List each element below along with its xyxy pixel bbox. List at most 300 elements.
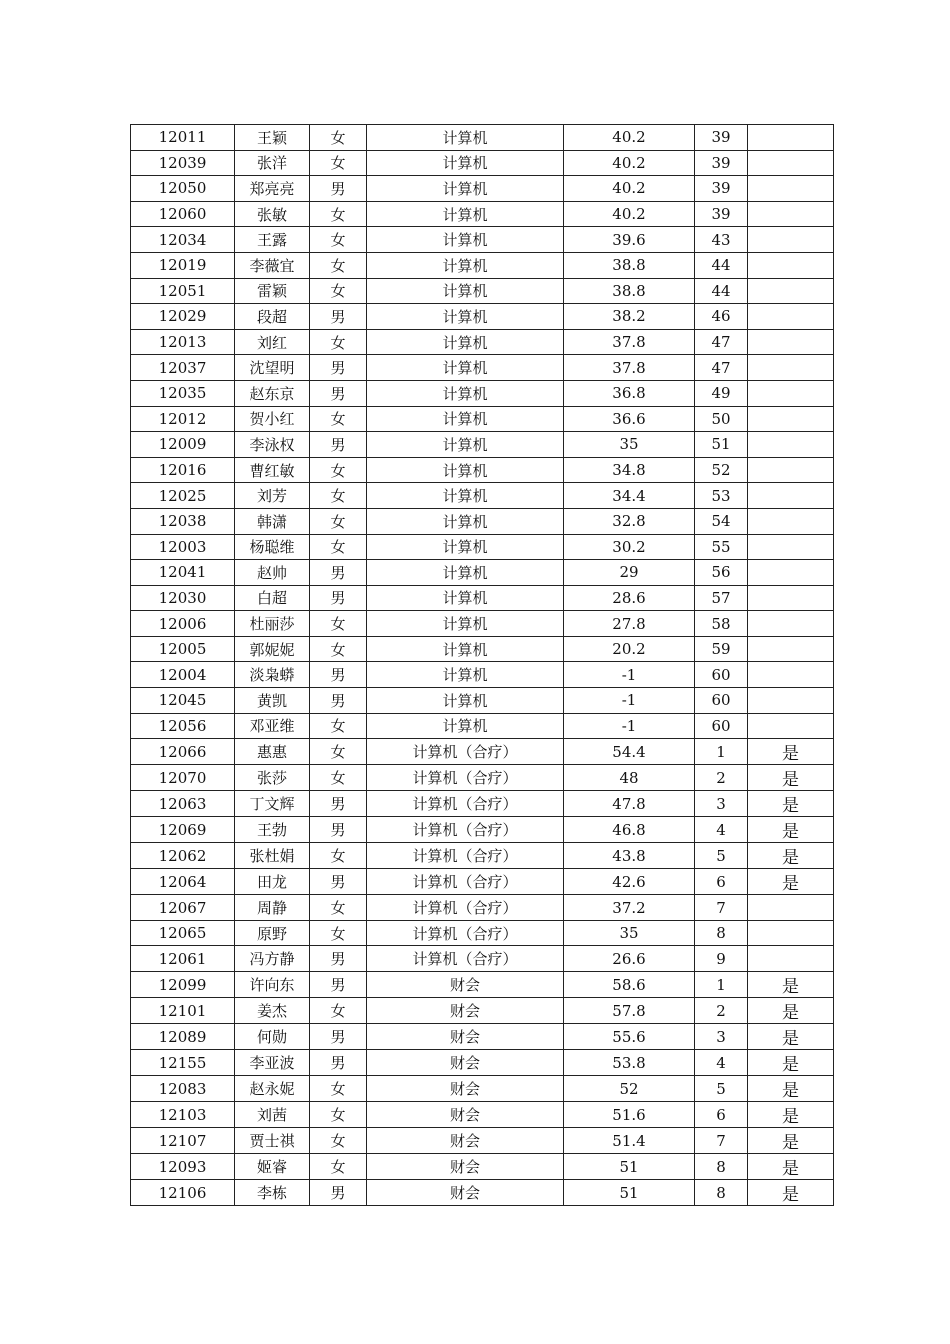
student-id-cell: 12103 (131, 1102, 235, 1128)
table-row (131, 227, 834, 253)
score-cell: 36.6 (564, 406, 695, 432)
table-row (131, 150, 834, 176)
major-cell: 计算机（合疗） (367, 817, 564, 843)
student-id-cell: 12029 (131, 304, 235, 330)
student-id-cell: 12034 (131, 227, 235, 253)
major-cell: 计算机（合疗） (367, 895, 564, 921)
score-cell: 51 (564, 1180, 695, 1206)
gender-cell: 男 (310, 946, 367, 972)
major-cell: 计算机 (367, 662, 564, 688)
major-cell: 计算机 (367, 713, 564, 739)
table-row (131, 201, 834, 227)
name-cell: 张莎 (235, 765, 310, 791)
major-cell: 计算机 (367, 176, 564, 202)
name-cell: 周静 (235, 895, 310, 921)
major-cell: 计算机（合疗） (367, 791, 564, 817)
table-row (131, 1076, 834, 1102)
rank-cell: 44 (695, 252, 748, 278)
rank-cell: 2 (695, 765, 748, 791)
gender-cell: 男 (310, 432, 367, 458)
name-cell: 杨聪维 (235, 534, 310, 560)
qualified-cell: 是 (748, 972, 834, 998)
table-row (131, 1154, 834, 1180)
score-cell: 54.4 (564, 739, 695, 765)
table-row (131, 1102, 834, 1128)
name-cell: 王露 (235, 227, 310, 253)
gender-cell: 男 (310, 972, 367, 998)
name-cell: 李薇宜 (235, 252, 310, 278)
rank-cell: 46 (695, 304, 748, 330)
rank-cell: 8 (695, 920, 748, 946)
name-cell: 李泳权 (235, 432, 310, 458)
name-cell: 贺小红 (235, 406, 310, 432)
major-cell: 计算机 (367, 227, 564, 253)
gender-cell: 男 (310, 304, 367, 330)
rank-cell: 4 (695, 1050, 748, 1076)
score-cell: 32.8 (564, 508, 695, 534)
gender-cell: 女 (310, 201, 367, 227)
qualified-cell: 是 (748, 1128, 834, 1154)
qualified-cell: 是 (748, 1024, 834, 1050)
gender-cell: 女 (310, 329, 367, 355)
qualified-cell (748, 252, 834, 278)
qualified-cell (748, 611, 834, 637)
qualified-cell: 是 (748, 765, 834, 791)
table-row (131, 585, 834, 611)
student-id-cell: 12011 (131, 125, 235, 151)
qualified-cell: 是 (748, 1050, 834, 1076)
major-cell: 财会 (367, 1180, 564, 1206)
major-cell: 计算机 (367, 560, 564, 586)
gender-cell: 男 (310, 817, 367, 843)
major-cell: 计算机 (367, 508, 564, 534)
name-cell: 冯方静 (235, 946, 310, 972)
gender-cell: 女 (310, 150, 367, 176)
major-cell: 计算机 (367, 406, 564, 432)
qualified-cell: 是 (748, 998, 834, 1024)
gender-cell: 女 (310, 534, 367, 560)
rank-cell: 4 (695, 817, 748, 843)
qualified-cell (748, 636, 834, 662)
score-cell: 38.2 (564, 304, 695, 330)
student-id-cell: 12019 (131, 252, 235, 278)
qualified-cell (748, 278, 834, 304)
gender-cell: 女 (310, 278, 367, 304)
name-cell: 王勃 (235, 817, 310, 843)
table-row (131, 713, 834, 739)
student-id-cell: 12099 (131, 972, 235, 998)
score-cell: 36.8 (564, 380, 695, 406)
score-cell: 47.8 (564, 791, 695, 817)
rank-cell: 60 (695, 662, 748, 688)
qualified-cell (748, 483, 834, 509)
gender-cell: 女 (310, 483, 367, 509)
table-row (131, 765, 834, 791)
gender-cell: 女 (310, 895, 367, 921)
student-id-cell: 12045 (131, 688, 235, 714)
gender-cell: 女 (310, 1154, 367, 1180)
major-cell: 计算机 (367, 483, 564, 509)
qualified-cell (748, 457, 834, 483)
name-cell: 赵帅 (235, 560, 310, 586)
score-cell: 26.6 (564, 946, 695, 972)
name-cell: 何勋 (235, 1024, 310, 1050)
gender-cell: 女 (310, 1128, 367, 1154)
major-cell: 财会 (367, 1076, 564, 1102)
table-row (131, 252, 834, 278)
score-cell: 51.6 (564, 1102, 695, 1128)
rank-cell: 52 (695, 457, 748, 483)
major-cell: 计算机（合疗） (367, 739, 564, 765)
rank-cell: 57 (695, 585, 748, 611)
name-cell: 惠惠 (235, 739, 310, 765)
student-id-cell: 12016 (131, 457, 235, 483)
qualified-cell (748, 560, 834, 586)
gender-cell: 女 (310, 227, 367, 253)
qualified-cell: 是 (748, 1076, 834, 1102)
student-id-cell: 12004 (131, 662, 235, 688)
qualified-cell (748, 920, 834, 946)
student-id-cell: 12062 (131, 843, 235, 869)
student-id-cell: 12066 (131, 739, 235, 765)
major-cell: 财会 (367, 1050, 564, 1076)
student-id-cell: 12106 (131, 1180, 235, 1206)
student-id-cell: 12013 (131, 329, 235, 355)
student-id-cell: 12005 (131, 636, 235, 662)
table-row (131, 483, 834, 509)
table-row (131, 1050, 834, 1076)
rank-cell: 47 (695, 355, 748, 381)
qualified-cell (748, 406, 834, 432)
score-cell: -1 (564, 713, 695, 739)
table-row (131, 534, 834, 560)
name-cell: 沈望明 (235, 355, 310, 381)
table-row (131, 125, 834, 151)
gender-cell: 女 (310, 508, 367, 534)
student-id-cell: 12037 (131, 355, 235, 381)
table-row (131, 817, 834, 843)
major-cell: 计算机 (367, 611, 564, 637)
results-table-body (131, 125, 834, 1206)
table-row (131, 611, 834, 637)
major-cell: 计算机（合疗） (367, 920, 564, 946)
score-cell: 30.2 (564, 534, 695, 560)
qualified-cell (748, 432, 834, 458)
score-cell: 38.8 (564, 252, 695, 278)
student-id-cell: 12009 (131, 432, 235, 458)
gender-cell: 女 (310, 1076, 367, 1102)
qualified-cell (748, 380, 834, 406)
gender-cell: 女 (310, 252, 367, 278)
gender-cell: 女 (310, 611, 367, 637)
student-id-cell: 12038 (131, 508, 235, 534)
score-cell: 35 (564, 432, 695, 458)
score-cell: 35 (564, 920, 695, 946)
score-cell: 52 (564, 1076, 695, 1102)
name-cell: 杜丽莎 (235, 611, 310, 637)
rank-cell: 43 (695, 227, 748, 253)
rank-cell: 1 (695, 972, 748, 998)
score-cell: 40.2 (564, 201, 695, 227)
name-cell: 赵永妮 (235, 1076, 310, 1102)
table-row (131, 380, 834, 406)
name-cell: 黄凯 (235, 688, 310, 714)
rank-cell: 39 (695, 125, 748, 151)
major-cell: 计算机 (367, 432, 564, 458)
score-cell: 38.8 (564, 278, 695, 304)
major-cell: 计算机 (367, 688, 564, 714)
table-row (131, 457, 834, 483)
gender-cell: 女 (310, 843, 367, 869)
table-row (131, 843, 834, 869)
score-cell: -1 (564, 688, 695, 714)
qualified-cell (748, 150, 834, 176)
name-cell: 赵东京 (235, 380, 310, 406)
student-id-cell: 12107 (131, 1128, 235, 1154)
name-cell: 白超 (235, 585, 310, 611)
rank-cell: 3 (695, 791, 748, 817)
student-id-cell: 12035 (131, 380, 235, 406)
rank-cell: 44 (695, 278, 748, 304)
score-cell: 34.8 (564, 457, 695, 483)
score-cell: 43.8 (564, 843, 695, 869)
rank-cell: 7 (695, 1128, 748, 1154)
student-id-cell: 12003 (131, 534, 235, 560)
table-row (131, 1024, 834, 1050)
qualified-cell (748, 176, 834, 202)
name-cell: 田龙 (235, 869, 310, 895)
gender-cell: 女 (310, 920, 367, 946)
gender-cell: 男 (310, 380, 367, 406)
gender-cell: 男 (310, 560, 367, 586)
score-cell: 37.2 (564, 895, 695, 921)
name-cell: 张洋 (235, 150, 310, 176)
table-row (131, 662, 834, 688)
rank-cell: 47 (695, 329, 748, 355)
rank-cell: 3 (695, 1024, 748, 1050)
gender-cell: 女 (310, 636, 367, 662)
table-row (131, 895, 834, 921)
rank-cell: 53 (695, 483, 748, 509)
student-id-cell: 12056 (131, 713, 235, 739)
qualified-cell (748, 946, 834, 972)
table-row (131, 946, 834, 972)
rank-cell: 6 (695, 1102, 748, 1128)
qualified-cell (748, 227, 834, 253)
rank-cell: 39 (695, 150, 748, 176)
gender-cell: 女 (310, 765, 367, 791)
score-cell: 40.2 (564, 125, 695, 151)
student-id-cell: 12069 (131, 817, 235, 843)
score-cell: 51.4 (564, 1128, 695, 1154)
qualified-cell (748, 688, 834, 714)
student-id-cell: 12030 (131, 585, 235, 611)
score-cell: 53.8 (564, 1050, 695, 1076)
rank-cell: 2 (695, 998, 748, 1024)
gender-cell: 男 (310, 869, 367, 895)
table-row (131, 355, 834, 381)
gender-cell: 女 (310, 1102, 367, 1128)
major-cell: 财会 (367, 1024, 564, 1050)
score-cell: 34.4 (564, 483, 695, 509)
score-cell: 51 (564, 1154, 695, 1180)
qualified-cell (748, 534, 834, 560)
name-cell: 邓亚维 (235, 713, 310, 739)
rank-cell: 60 (695, 713, 748, 739)
name-cell: 姜杰 (235, 998, 310, 1024)
table-row (131, 278, 834, 304)
major-cell: 计算机 (367, 457, 564, 483)
rank-cell: 5 (695, 1076, 748, 1102)
major-cell: 计算机 (367, 380, 564, 406)
qualified-cell (748, 585, 834, 611)
name-cell: 许向东 (235, 972, 310, 998)
rank-cell: 6 (695, 869, 748, 895)
major-cell: 计算机（合疗） (367, 946, 564, 972)
qualified-cell (748, 125, 834, 151)
name-cell: 姬睿 (235, 1154, 310, 1180)
major-cell: 计算机 (367, 252, 564, 278)
gender-cell: 女 (310, 406, 367, 432)
student-id-cell: 12060 (131, 201, 235, 227)
student-id-cell: 12012 (131, 406, 235, 432)
major-cell: 计算机 (367, 201, 564, 227)
student-id-cell: 12041 (131, 560, 235, 586)
qualified-cell (748, 895, 834, 921)
qualified-cell (748, 713, 834, 739)
student-id-cell: 12051 (131, 278, 235, 304)
qualified-cell (748, 662, 834, 688)
name-cell: 丁文辉 (235, 791, 310, 817)
table-row (131, 406, 834, 432)
rank-cell: 39 (695, 176, 748, 202)
student-id-cell: 12070 (131, 765, 235, 791)
score-cell: 42.6 (564, 869, 695, 895)
gender-cell: 男 (310, 176, 367, 202)
student-id-cell: 12050 (131, 176, 235, 202)
student-id-cell: 12083 (131, 1076, 235, 1102)
name-cell: 原野 (235, 920, 310, 946)
qualified-cell (748, 304, 834, 330)
gender-cell: 男 (310, 1050, 367, 1076)
rank-cell: 56 (695, 560, 748, 586)
table-row (131, 791, 834, 817)
major-cell: 计算机（合疗） (367, 869, 564, 895)
qualified-cell: 是 (748, 869, 834, 895)
score-cell: 29 (564, 560, 695, 586)
major-cell: 计算机 (367, 329, 564, 355)
gender-cell: 男 (310, 662, 367, 688)
rank-cell: 50 (695, 406, 748, 432)
rank-cell: 58 (695, 611, 748, 637)
student-id-cell: 12061 (131, 946, 235, 972)
score-cell: 39.6 (564, 227, 695, 253)
qualified-cell: 是 (748, 1154, 834, 1180)
table-row (131, 176, 834, 202)
student-id-cell: 12025 (131, 483, 235, 509)
rank-cell: 54 (695, 508, 748, 534)
qualified-cell: 是 (748, 739, 834, 765)
student-id-cell: 12089 (131, 1024, 235, 1050)
student-id-cell: 12064 (131, 869, 235, 895)
gender-cell: 男 (310, 355, 367, 381)
rank-cell: 49 (695, 380, 748, 406)
rank-cell: 9 (695, 946, 748, 972)
student-id-cell: 12101 (131, 998, 235, 1024)
name-cell: 刘茜 (235, 1102, 310, 1128)
name-cell: 刘红 (235, 329, 310, 355)
score-cell: 28.6 (564, 585, 695, 611)
major-cell: 计算机 (367, 636, 564, 662)
qualified-cell (748, 355, 834, 381)
table-row (131, 560, 834, 586)
score-cell: 37.8 (564, 355, 695, 381)
name-cell: 郭妮妮 (235, 636, 310, 662)
rank-cell: 1 (695, 739, 748, 765)
name-cell: 郑亮亮 (235, 176, 310, 202)
gender-cell: 男 (310, 1180, 367, 1206)
table-row (131, 972, 834, 998)
major-cell: 计算机 (367, 534, 564, 560)
score-cell: 57.8 (564, 998, 695, 1024)
table-row (131, 739, 834, 765)
qualified-cell: 是 (748, 843, 834, 869)
table-row (131, 636, 834, 662)
table-row (131, 1128, 834, 1154)
major-cell: 计算机 (367, 278, 564, 304)
major-cell: 财会 (367, 998, 564, 1024)
score-cell: 58.6 (564, 972, 695, 998)
student-id-cell: 12065 (131, 920, 235, 946)
rank-cell: 5 (695, 843, 748, 869)
major-cell: 计算机 (367, 150, 564, 176)
gender-cell: 女 (310, 457, 367, 483)
score-cell: 40.2 (564, 150, 695, 176)
table-row (131, 998, 834, 1024)
name-cell: 张杜娟 (235, 843, 310, 869)
gender-cell: 男 (310, 585, 367, 611)
major-cell: 计算机 (367, 304, 564, 330)
student-id-cell: 12039 (131, 150, 235, 176)
name-cell: 曹红敏 (235, 457, 310, 483)
qualified-cell (748, 201, 834, 227)
table-row (131, 432, 834, 458)
major-cell: 财会 (367, 1102, 564, 1128)
major-cell: 计算机（合疗） (367, 843, 564, 869)
score-cell: 55.6 (564, 1024, 695, 1050)
gender-cell: 男 (310, 1024, 367, 1050)
gender-cell: 女 (310, 125, 367, 151)
rank-cell: 55 (695, 534, 748, 560)
major-cell: 财会 (367, 972, 564, 998)
score-cell: -1 (564, 662, 695, 688)
major-cell: 计算机 (367, 585, 564, 611)
qualified-cell (748, 508, 834, 534)
table-row (131, 1180, 834, 1206)
score-cell: 37.8 (564, 329, 695, 355)
student-id-cell: 12093 (131, 1154, 235, 1180)
qualified-cell: 是 (748, 1102, 834, 1128)
student-id-cell: 12006 (131, 611, 235, 637)
name-cell: 李亚波 (235, 1050, 310, 1076)
major-cell: 财会 (367, 1154, 564, 1180)
score-cell: 20.2 (564, 636, 695, 662)
gender-cell: 女 (310, 739, 367, 765)
rank-cell: 39 (695, 201, 748, 227)
table-row (131, 329, 834, 355)
gender-cell: 女 (310, 998, 367, 1024)
major-cell: 计算机（合疗） (367, 765, 564, 791)
